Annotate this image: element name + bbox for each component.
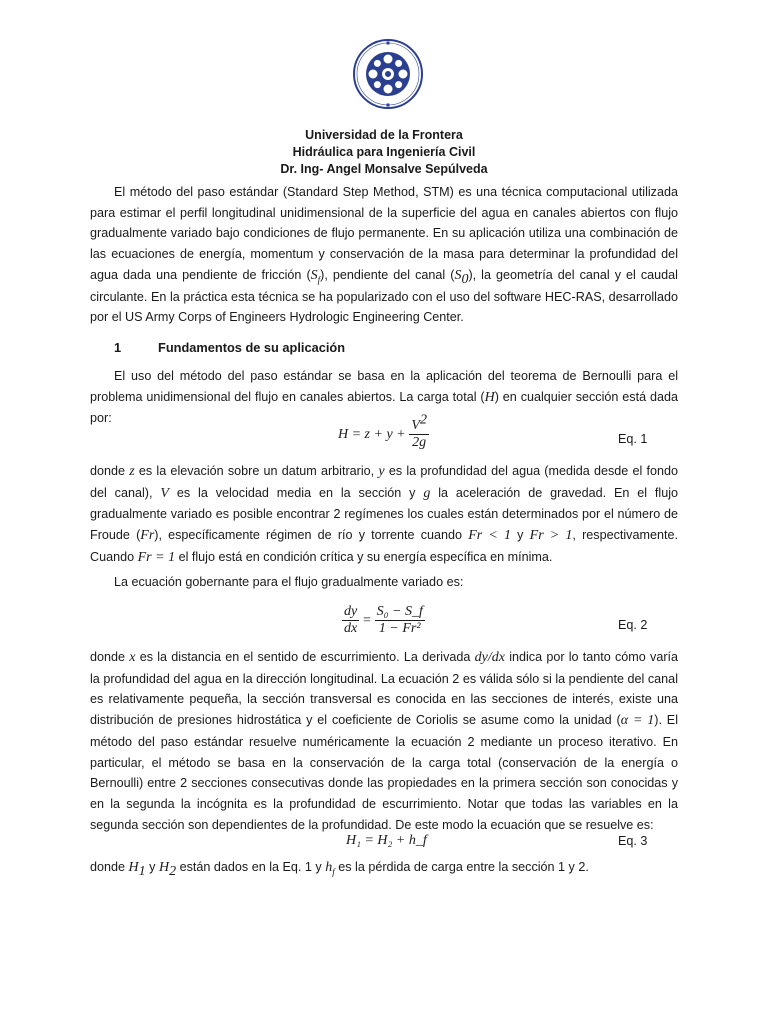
- paragraph-bernoulli: El uso del método del paso estándar se basa en la aplicación del teorema de Bernoulli para el problema unidimensional del flujo en canales abiertos. La carga total (H) en cualquier sección está dada por:: [90, 369, 678, 426]
- equation-3: H₁ = H₂ + h_f: [346, 833, 427, 848]
- university-seal-logo: [352, 38, 424, 110]
- math-symbol: $S_f$: [310, 267, 321, 285]
- equation-1: H = z + y + $\frac{V^2}{2g}$: [338, 412, 427, 450]
- math-symbol: $S_0$: [454, 267, 469, 287]
- header-author: Dr. Ing- Angel Monsalve Sepúlveda: [280, 162, 488, 176]
- section-heading: 1 Fundamentos de su aplicación: [114, 340, 346, 355]
- equation-3-label: Eq. 3: [618, 834, 648, 848]
- paragraph-method: donde x es la distancia en el sentido de escurrimiento. La derivada dy/dx indica por lo tanto cómo varía la profundidad del agua en la dirección longitudinal. La ecuación 2 es válida sólo si la pendiente del canal es relativamente pequeña, la sección transversal es conocida en las secciones de interés, existe una distribución de presiones hidrostática y el coeficiente de Coriolis se asume como la unidad (α = 1). El método del paso estándar resuelve numéricamente la ecuación 2 mediante un proceso iterativo. En particular, el método se basa en la conservación de la carga total (conservación de la energía o Bernoulli) entre 2 secciones consecutivas donde las propiedades en la primera sección son conocidas y en la segunda la incógnita es la profundidad de escurrimiento. Notar que todas las variables en la segunda sección son dependientes de la profundidad. De este modo la ecuación que se resuelve es:: [90, 650, 679, 832]
- document-header: [0, 127, 768, 178]
- intro-paragraph: El método del paso estándar (Standard Step Method, STM) es una técnica computacional utilizada para estimar el perfil longitudinal unidimensional de la superficie del agua en canales abiertos con flujo gradualmente variado bajo condiciones de flujo permanente. En su aplicación utiliza una combinación de las ecuaciones de energía, momentum y conservación de la masa para determinar la profundidad del agua dada una pendiente de fricción $(S_f)$, pendiente del canal $(S_0)$, la geometría del canal y el caudal circulante. En la práctica esta técnica se ha popularizado con el uso del software HEC-RAS, desarrollado por el US Army Corps of Engineers Hydrologic Engineering Center.: [90, 185, 678, 325]
- equation-2-label: Eq. 2: [618, 618, 648, 632]
- paragraph-governing: La ecuación gobernante para el flujo gradualmente variado es:: [114, 575, 464, 589]
- header-university: Universidad de la Frontera: [305, 128, 463, 142]
- paragraph-energy-loss: donde $H_1$ y $H_2$ están dados en la Eq. 1 y $h_f$ es la pérdida de carga entre la sección 1 y 2.: [90, 860, 589, 879]
- paragraph-variables: donde z es la elevación sobre un datum arbitrario, y es la profundidad del agua (medida desde el fondo del canal), V es la velocidad media en la sección y g la aceleración de gravedad. En el flujo gradualmente variado es posible encontrar 2 regímenes los cuales están determinados por el número de Froude (Fr), específicamente régimen de río y torrente cuando Fr < 1 y Fr > 1, respectivamente. Cuando Fr = 1 el flujo está en condición crítica y su energía específica en mínima.: [90, 464, 679, 565]
- equation-1-label: Eq. 1: [618, 432, 648, 446]
- equation-2: $\frac{dy}{dx}$ = $\frac{\text{S₀ − S\_f}}{\text{1 − Fr²}}$: [344, 604, 423, 636]
- header-course: Hidráulica para Ingeniería Civil: [292, 145, 476, 159]
